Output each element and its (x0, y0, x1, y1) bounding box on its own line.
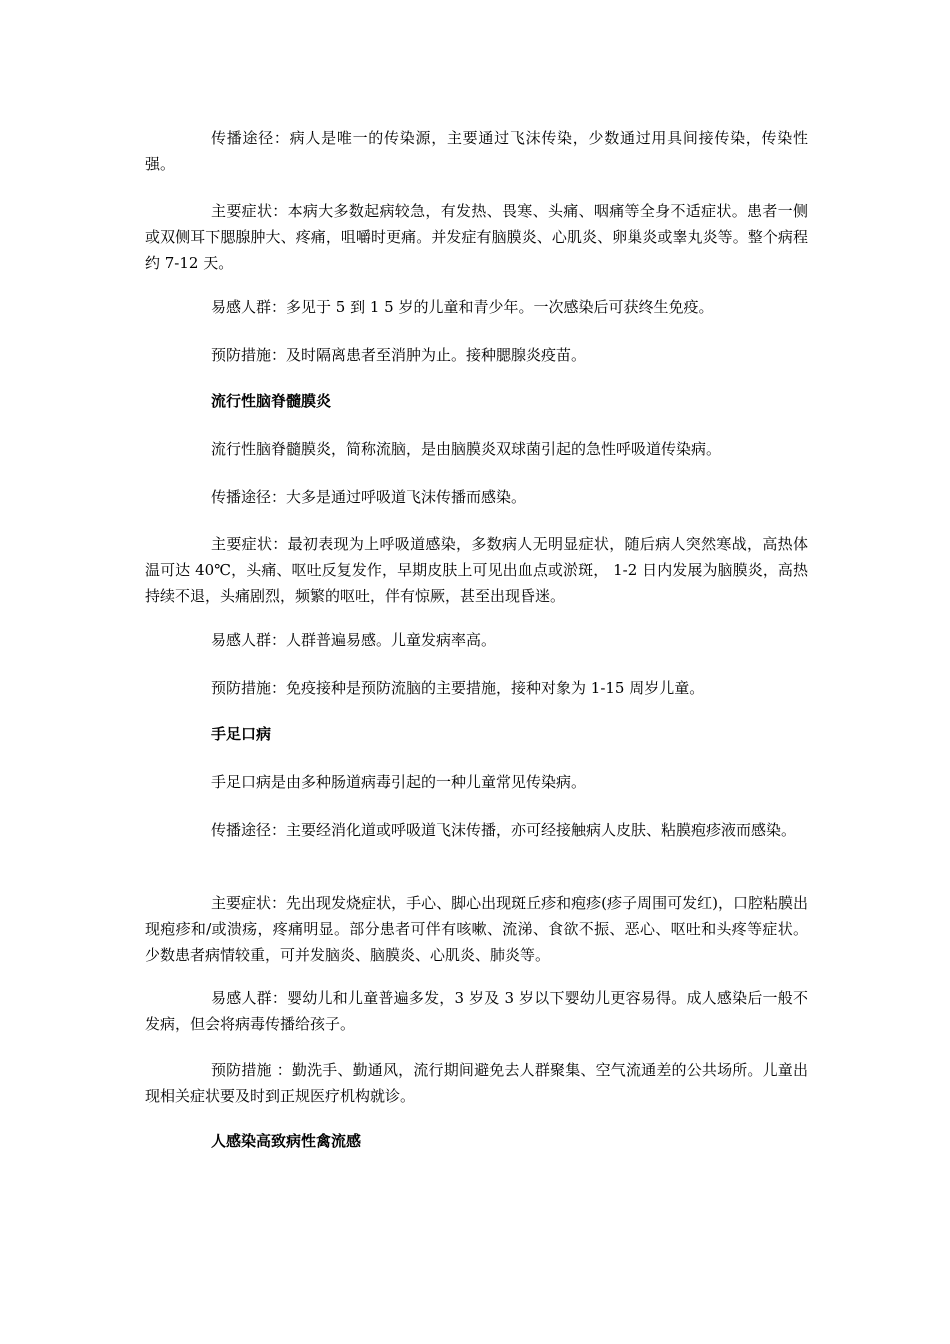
mumps-symptoms-paragraph: 主要症状：本病大多数起病较急，有发热、畏寒、头痛、咽痛等全身不适症状。患者一侧或双侧耳下腮腺肿大、疼痛，咀嚼时更痛。并发症有脑膜炎、心肌炎、卵巢炎或睾丸炎等。整个病程约 7-12 天。 (145, 202, 808, 272)
avian-flu-heading: 人感染高致病性禽流感 (211, 1132, 362, 1150)
mumps-prevention-paragraph: 预防措施：及时隔离患者至消肿为止。接种腮腺炎疫苗。 (211, 346, 587, 364)
hfmd-prevention-paragraph: 预防措施 ：勤洗手、勤通风，流行期间避免去人群聚集、空气流通差的公共场所。儿童出现相关症状要及时到正规医疗机构就诊。 (145, 1061, 808, 1105)
meningitis-transmission-paragraph: 传播途径：大多是通过呼吸道飞沫传播而感染。 (211, 488, 527, 506)
meningitis-heading: 流行性脑脊髓膜炎 (211, 392, 332, 410)
hfmd-intro-paragraph: 手足口病是由多种肠道病毒引起的一种儿童常见传染病。 (211, 773, 587, 791)
meningitis-prevention-paragraph: 预防措施：免疫接种是预防流脑的主要措施，接种对象为 1-15 周岁儿童。 (211, 679, 705, 697)
meningitis-symptoms-paragraph: 主要症状：最初表现为上呼吸道感染，多数病人无明显症状，随后病人突然寒战，高热体温可达 40℃，头痛、呕吐反复发作，早期皮肤上可见出血点或淤斑， 1-2 日内发展为脑膜炎，高热持续不退，头痛剧烈，频繁的呕吐，伴有惊厥，甚至出现昏迷。 (145, 535, 808, 605)
meningitis-susceptible-paragraph: 易感人群：人群普遍易感。儿童发病率高。 (211, 631, 497, 649)
hfmd-heading: 手足口病 (211, 725, 272, 743)
hfmd-susceptible-paragraph: 易感人群：婴幼儿和儿童普遍多发，3 岁及 3 岁以下婴幼儿更容易得。成人感染后一般不发病，但会将病毒传播给孩子。 (145, 989, 808, 1033)
meningitis-intro-paragraph: 流行性脑脊髓膜炎，简称流脑，是由脑膜炎双球菌引起的急性呼吸道传染病。 (211, 440, 722, 458)
hfmd-transmission-paragraph: 传播途径：主要经消化道或呼吸道飞沫传播，亦可经接触病人皮肤、粘膜疱疹液而感染。 (211, 821, 797, 839)
mumps-susceptible-paragraph: 易感人群：多见于 5 到 1 5 岁的儿童和青少年。一次感染后可获终生免疫。 (211, 298, 714, 316)
hfmd-symptoms-paragraph: 主要症状：先出现发烧症状，手心、脚心出现斑丘疹和疱疹(疹子周围可发红)，口腔粘膜出现疱疹和/或溃疡，疼痛明显。部分患者可伴有咳嗽、流涕、食欲不振、恶心、呕吐和头疼等症状。少数患者病情较重，可并发脑炎、脑膜炎、心肌炎、肺炎等。 (145, 894, 808, 964)
mumps-transmission-paragraph: 传播途径：病人是唯一的传染源，主要通过飞沫传染，少数通过用具间接传染，传染性强。 (145, 129, 808, 173)
